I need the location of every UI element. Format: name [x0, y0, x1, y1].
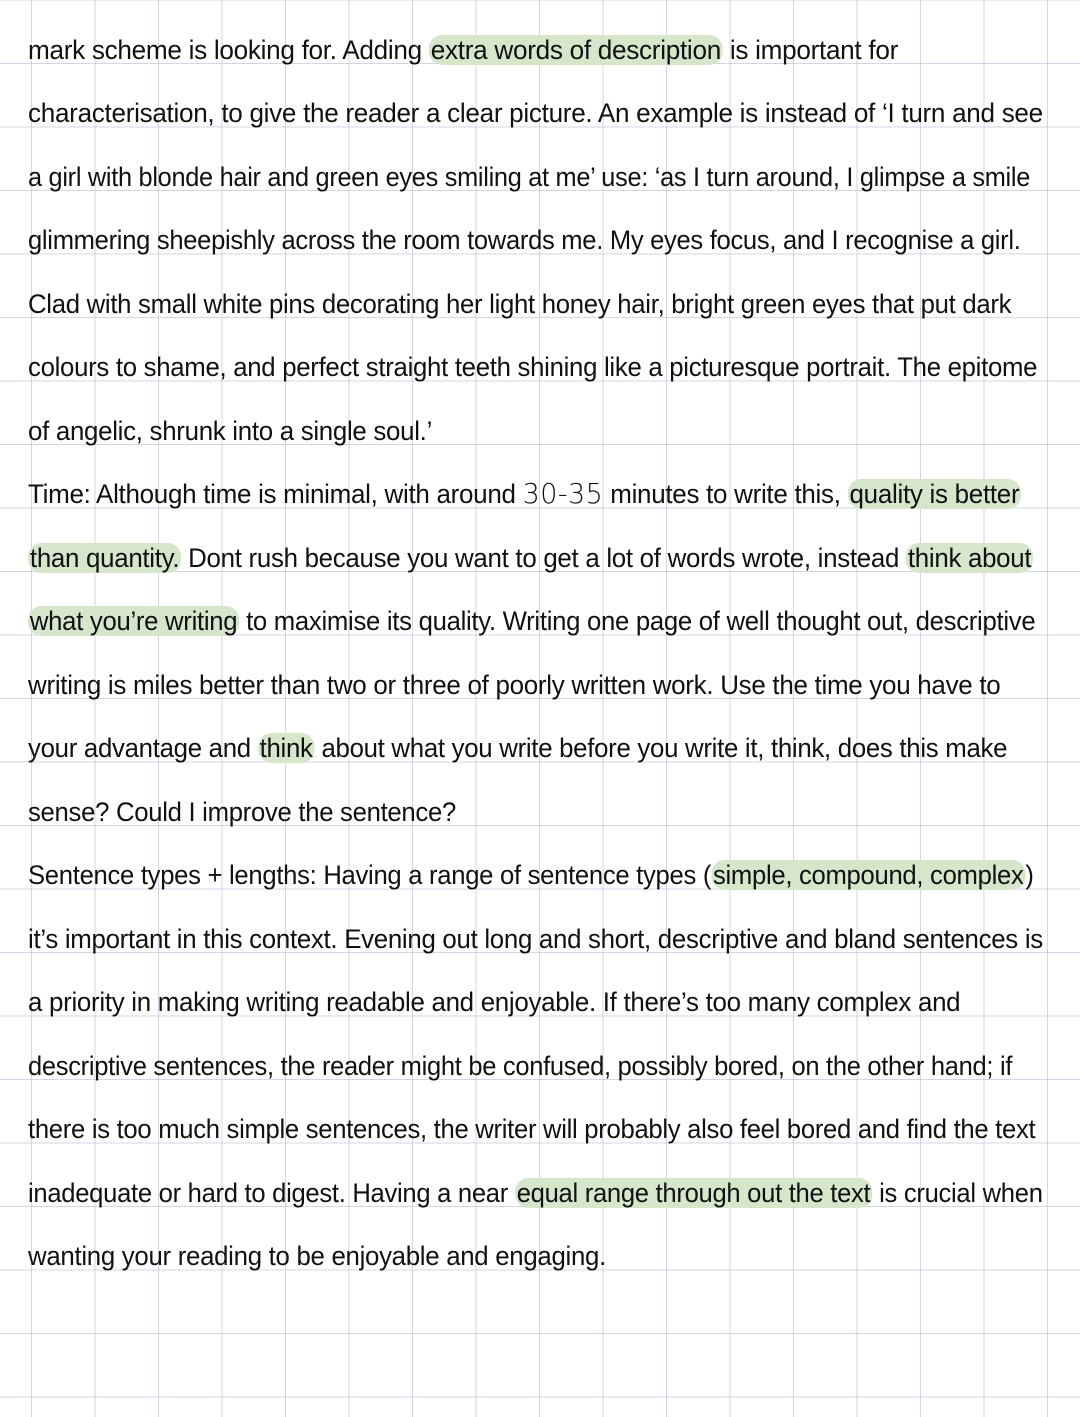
text-segment: )	[1025, 860, 1034, 890]
number-text: 30-35	[522, 477, 604, 510]
text-line	[28, 474, 1021, 514]
highlighted-text: what you’re writing	[29, 606, 238, 636]
text-segment: writing is miles better than two or three of poorly written work. Use the time you have to	[28, 669, 1001, 700]
text-line	[28, 1046, 1012, 1086]
text-line	[28, 1109, 1035, 1149]
text-segment: about what you write before you write it, think, does this make	[314, 733, 1008, 763]
text-segment: is crucial when	[872, 1177, 1043, 1208]
text-line	[28, 284, 1011, 324]
text-line	[28, 601, 1035, 641]
text-line	[28, 728, 1007, 768]
text-segment: Time: Although time is minimal, with around	[28, 479, 523, 509]
text-segment: mark scheme is looking for. Adding	[28, 34, 429, 65]
highlighted-text: than quantity.	[29, 542, 180, 573]
text-line	[28, 411, 432, 451]
text-segment: to maximise its quality. Writing one page of well thought out, descriptive	[239, 606, 1036, 636]
highlighted-text: equal range through out the text	[516, 1177, 871, 1208]
text-segment: a priority in making writing readable and enjoyable. If there’s too many complex and	[28, 987, 961, 1017]
text-line	[28, 792, 456, 832]
text-segment: is important for	[722, 34, 898, 65]
text-segment: minutes to write this,	[603, 479, 848, 509]
text-segment: Dont rush because you want to get a lot of words wrote, instead	[181, 542, 906, 573]
highlighted-text: quality is better	[849, 479, 1020, 509]
text-segment: of angelic, shrunk into a single soul.’	[28, 415, 433, 446]
text-segment: a girl with blonde hair and green eyes smiling at me’ use: ‘as I turn around, I glimpse a smile	[28, 161, 1031, 192]
text-line	[28, 855, 1034, 895]
text-segment: Clad with small white pins decorating her light honey hair, bright green eyes that put dark	[28, 288, 1012, 319]
text-line	[28, 157, 1030, 197]
text-line	[28, 220, 1021, 260]
text-line	[28, 1173, 1043, 1213]
text-segment: it’s important in this context. Evening out long and short, descriptive and bland sentences is	[28, 923, 1043, 954]
highlighted-text: think	[259, 733, 313, 763]
text-segment: your advantage and	[28, 733, 258, 763]
text-segment: wanting your reading to be enjoyable and engaging.	[28, 1241, 607, 1271]
text-line	[28, 665, 1000, 705]
text-line	[28, 30, 898, 70]
highlighted-text: extra words of description	[430, 34, 721, 65]
text-segment: colours to shame, and perfect straight teeth shining like a picturesque portrait. The epitome	[28, 352, 1038, 382]
text-segment: sense? Could I improve the sentence?	[28, 796, 456, 827]
text-line	[28, 347, 1037, 387]
highlighted-text: simple, compound, complex	[712, 860, 1024, 890]
text-line	[28, 919, 1043, 959]
text-segment: there is too much simple sentences, the writer will probably also feel bored and find the text	[28, 1114, 1036, 1144]
text-segment: glimmering sheepishly across the room towards me. My eyes focus, and I recognise a girl.	[28, 225, 1021, 255]
text-segment: inadequate or hard to digest. Having a near	[28, 1177, 515, 1208]
text-line	[28, 982, 960, 1022]
highlighted-text: think about	[907, 542, 1032, 573]
text-segment: Sentence types + lengths: Having a range of sentence types (	[28, 860, 712, 890]
text-line	[28, 93, 1043, 133]
text-segment: descriptive sentences, the reader might be confused, possibly bored, on the other hand; if	[28, 1050, 1013, 1081]
text-line	[28, 1236, 606, 1276]
text-line	[28, 538, 1033, 578]
text-segment: characterisation, to give the reader a clear picture. An example is instead of ‘I turn and see	[28, 98, 1043, 128]
